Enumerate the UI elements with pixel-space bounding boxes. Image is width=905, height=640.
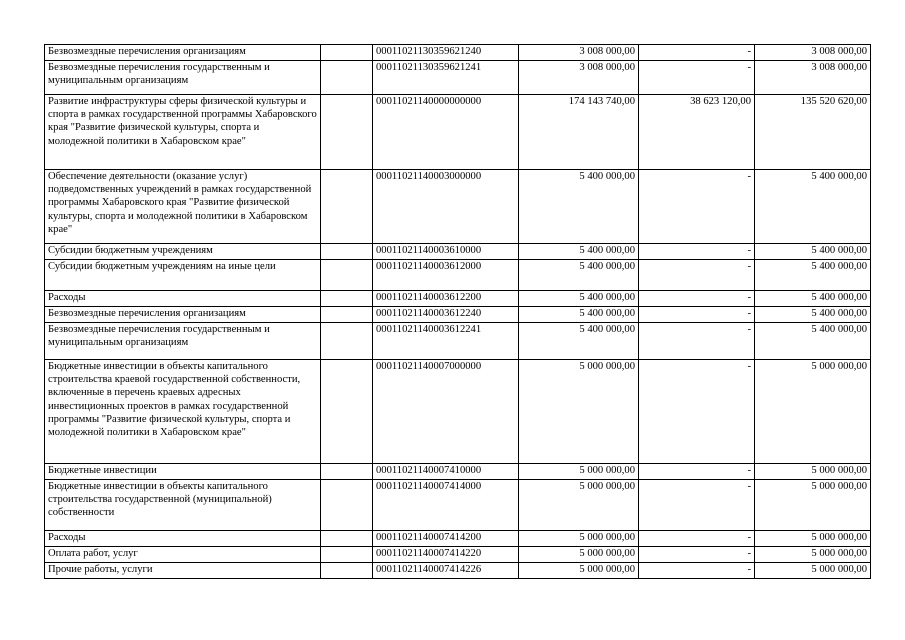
row-executed: - bbox=[639, 61, 755, 95]
table-row bbox=[45, 360, 871, 464]
row-planned: 5 000 000,00 bbox=[519, 563, 639, 579]
table-row bbox=[45, 531, 871, 547]
table-row bbox=[45, 244, 871, 260]
row-empty-cell bbox=[321, 323, 373, 360]
row-planned: 5 400 000,00 bbox=[519, 291, 639, 307]
row-planned: 5 000 000,00 bbox=[519, 360, 639, 464]
row-empty-cell bbox=[321, 244, 373, 260]
row-executed: - bbox=[639, 360, 755, 464]
row-name: Расходы bbox=[45, 291, 321, 307]
row-planned: 5 400 000,00 bbox=[519, 244, 639, 260]
row-planned: 5 400 000,00 bbox=[519, 170, 639, 244]
table-row bbox=[45, 260, 871, 291]
row-code: 00011021130359621241 bbox=[373, 61, 519, 95]
row-remaining: 5 000 000,00 bbox=[755, 480, 871, 531]
row-remaining: 135 520 620,00 bbox=[755, 95, 871, 170]
budget-table bbox=[44, 44, 871, 579]
row-executed: - bbox=[639, 45, 755, 61]
row-planned: 5 400 000,00 bbox=[519, 260, 639, 291]
row-code: 00011021140003612241 bbox=[373, 323, 519, 360]
row-planned: 3 008 000,00 bbox=[519, 45, 639, 61]
table-row bbox=[45, 307, 871, 323]
table-row bbox=[45, 170, 871, 244]
row-executed: - bbox=[639, 480, 755, 531]
row-code: 00011021140000000000 bbox=[373, 95, 519, 170]
row-executed: - bbox=[639, 291, 755, 307]
row-planned: 5 000 000,00 bbox=[519, 480, 639, 531]
row-executed: - bbox=[639, 531, 755, 547]
row-empty-cell bbox=[321, 291, 373, 307]
row-name: Бюджетные инвестиции bbox=[45, 464, 321, 480]
row-name: Субсидии бюджетным учреждениям bbox=[45, 244, 321, 260]
row-empty-cell bbox=[321, 531, 373, 547]
table-row bbox=[45, 563, 871, 579]
row-planned: 5 000 000,00 bbox=[519, 531, 639, 547]
row-name: Бюджетные инвестиции в объекты капитального строительства краевой государственной собственности, включенные в перечень краевых адресных инвестиционных проектов в рамках государственной программы "Развитие физической культуры, спорта и молодежной политики в Хабаровском крае" bbox=[45, 360, 321, 464]
row-executed: 38 623 120,00 bbox=[639, 95, 755, 170]
table-row bbox=[45, 547, 871, 563]
row-executed: - bbox=[639, 464, 755, 480]
row-planned: 5 400 000,00 bbox=[519, 307, 639, 323]
row-empty-cell bbox=[321, 547, 373, 563]
row-name: Обеспечение деятельности (оказание услуг) подведомственных учреждений в рамках государственной программы Хабаровского края "Развитие физической культуры, спорта и молодежной политики в Хабаровском крае" bbox=[45, 170, 321, 244]
row-remaining: 5 400 000,00 bbox=[755, 244, 871, 260]
row-code: 00011021140007414220 bbox=[373, 547, 519, 563]
table-row bbox=[45, 45, 871, 61]
table-row bbox=[45, 95, 871, 170]
row-empty-cell bbox=[321, 563, 373, 579]
row-empty-cell bbox=[321, 95, 373, 170]
row-empty-cell bbox=[321, 45, 373, 61]
row-empty-cell bbox=[321, 260, 373, 291]
row-code: 00011021140003610000 bbox=[373, 244, 519, 260]
row-remaining: 5 400 000,00 bbox=[755, 170, 871, 244]
row-code: 00011021140003612240 bbox=[373, 307, 519, 323]
row-remaining: 3 008 000,00 bbox=[755, 45, 871, 61]
row-remaining: 5 000 000,00 bbox=[755, 547, 871, 563]
row-code: 00011021140007414200 bbox=[373, 531, 519, 547]
row-remaining: 5 400 000,00 bbox=[755, 323, 871, 360]
row-executed: - bbox=[639, 563, 755, 579]
row-remaining: 3 008 000,00 bbox=[755, 61, 871, 95]
table-row bbox=[45, 291, 871, 307]
row-empty-cell bbox=[321, 61, 373, 95]
row-name: Оплата работ, услуг bbox=[45, 547, 321, 563]
row-remaining: 5 000 000,00 bbox=[755, 464, 871, 480]
row-code: 00011021140003612200 bbox=[373, 291, 519, 307]
row-code: 00011021140003612000 bbox=[373, 260, 519, 291]
row-name: Безвозмездные перечисления организациям bbox=[45, 307, 321, 323]
row-remaining: 5 000 000,00 bbox=[755, 360, 871, 464]
row-planned: 3 008 000,00 bbox=[519, 61, 639, 95]
row-name: Безвозмездные перечисления государственным и муниципальным организациям bbox=[45, 61, 321, 95]
document-page bbox=[44, 44, 870, 579]
row-executed: - bbox=[639, 307, 755, 323]
row-executed: - bbox=[639, 170, 755, 244]
row-remaining: 5 000 000,00 bbox=[755, 563, 871, 579]
row-executed: - bbox=[639, 244, 755, 260]
row-executed: - bbox=[639, 547, 755, 563]
row-empty-cell bbox=[321, 480, 373, 531]
row-code: 00011021140007410000 bbox=[373, 464, 519, 480]
row-executed: - bbox=[639, 260, 755, 291]
row-empty-cell bbox=[321, 307, 373, 323]
row-code: 00011021130359621240 bbox=[373, 45, 519, 61]
table-row bbox=[45, 323, 871, 360]
row-planned: 5 000 000,00 bbox=[519, 464, 639, 480]
row-name: Безвозмездные перечисления государственным и муниципальным организациям bbox=[45, 323, 321, 360]
row-code: 00011021140007414000 bbox=[373, 480, 519, 531]
table-row bbox=[45, 480, 871, 531]
row-empty-cell bbox=[321, 170, 373, 244]
table-row bbox=[45, 464, 871, 480]
row-name: Развитие инфраструктуры сферы физической культуры и спорта в рамках государственной программы Хабаровского края "Развитие физической культуры, спорта и молодежной политики в Хабаровском крае" bbox=[45, 95, 321, 170]
row-name: Субсидии бюджетным учреждениям на иные цели bbox=[45, 260, 321, 291]
row-empty-cell bbox=[321, 464, 373, 480]
row-executed: - bbox=[639, 323, 755, 360]
row-planned: 174 143 740,00 bbox=[519, 95, 639, 170]
row-remaining: 5 400 000,00 bbox=[755, 307, 871, 323]
row-remaining: 5 400 000,00 bbox=[755, 260, 871, 291]
row-code: 00011021140007414226 bbox=[373, 563, 519, 579]
row-code: 00011021140007000000 bbox=[373, 360, 519, 464]
table-row bbox=[45, 61, 871, 95]
row-remaining: 5 000 000,00 bbox=[755, 531, 871, 547]
row-name: Расходы bbox=[45, 531, 321, 547]
row-empty-cell bbox=[321, 360, 373, 464]
row-planned: 5 400 000,00 bbox=[519, 323, 639, 360]
row-planned: 5 000 000,00 bbox=[519, 547, 639, 563]
row-remaining: 5 400 000,00 bbox=[755, 291, 871, 307]
row-name: Прочие работы, услуги bbox=[45, 563, 321, 579]
row-code: 00011021140003000000 bbox=[373, 170, 519, 244]
row-name: Бюджетные инвестиции в объекты капитального строительства государственной (муниципальной) собственности bbox=[45, 480, 321, 531]
row-name: Безвозмездные перечисления организациям bbox=[45, 45, 321, 61]
